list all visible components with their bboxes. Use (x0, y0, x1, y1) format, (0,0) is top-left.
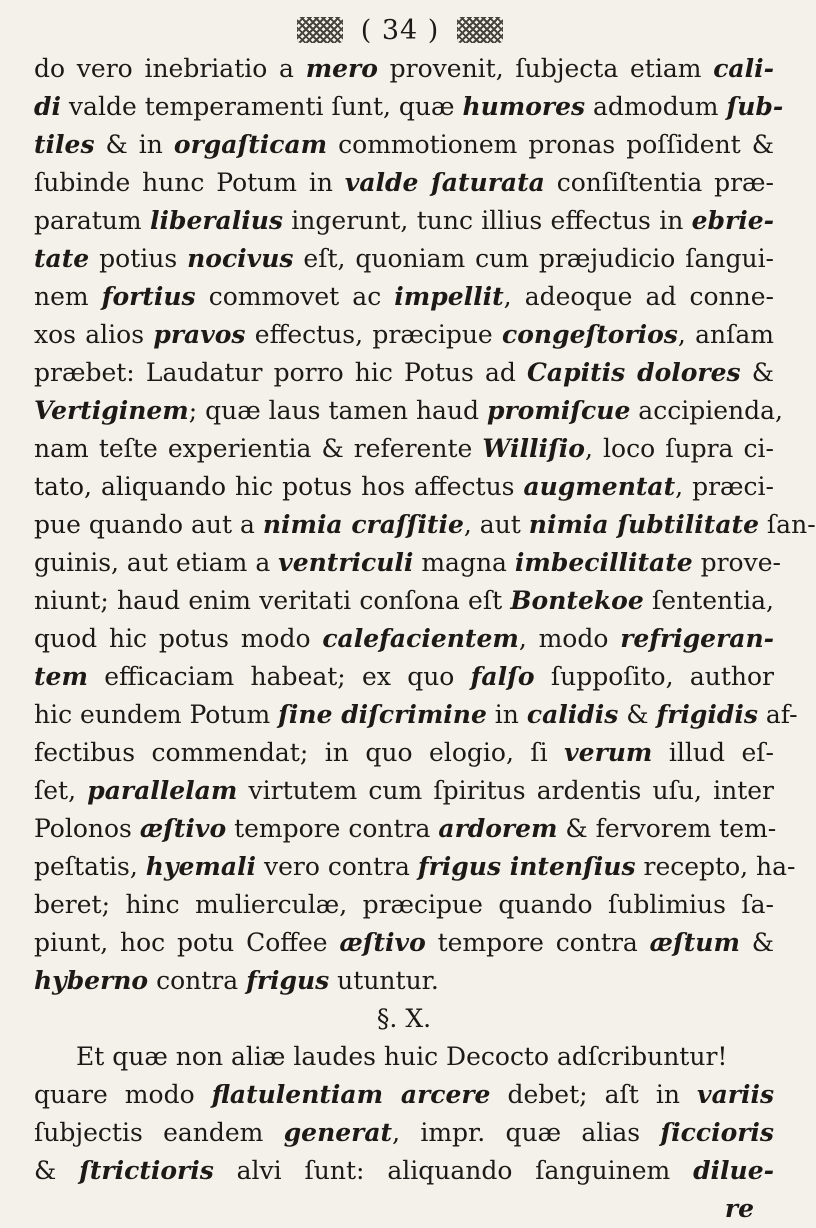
text-line (34, 240, 774, 278)
text-segment: Polonos (34, 814, 140, 843)
text-segment: guinis, aut etiam a (34, 548, 279, 577)
text-segment: recepto, ha- (635, 852, 796, 881)
text-segment: & (740, 358, 774, 387)
text-segment: quod hic potus modo (34, 624, 323, 653)
text-segment: utuntur. (329, 966, 439, 995)
text-segment: & in (94, 130, 174, 159)
text-segment: fectibus commendat; in quo elogio, ſi (34, 738, 565, 767)
text-segment: nam teſte experientia & referente (34, 434, 483, 463)
text-segment: , impr. quæ alias (392, 1118, 661, 1147)
text-segment: af- (757, 700, 798, 729)
text-segment: contra (148, 966, 247, 995)
text-segment: , adeoque ad conne- (503, 282, 774, 311)
text-segment: tempore contra (425, 928, 650, 957)
text-segment: , præci- (675, 472, 774, 501)
text-segment: niunt; haud enim veritati conſona eſt (34, 586, 511, 615)
text-line (34, 1000, 774, 1038)
italic-segment: hyberno (34, 966, 149, 995)
italic-segment: humores (462, 92, 586, 121)
text-line (34, 1038, 774, 1076)
italic-segment: nimia ſubtilitate (528, 510, 759, 539)
text-line (34, 1076, 774, 1114)
text-segment: & fervorem tem- (557, 814, 777, 843)
text-line (34, 658, 774, 696)
text-line (34, 354, 774, 392)
italic-segment: tiles (34, 130, 95, 159)
italic-segment: hyemali (145, 852, 257, 881)
text-line (34, 164, 774, 202)
text-line (34, 620, 774, 658)
italic-segment: flatulentiam arcere (211, 1080, 491, 1109)
right-ornament-icon (457, 17, 503, 43)
page-header (0, 8, 800, 52)
text-segment: do vero inebriatio a (34, 54, 306, 83)
text-line (34, 810, 777, 848)
text-segment: conſiſtentia præ- (544, 168, 775, 197)
text-segment: & (34, 1156, 80, 1185)
italic-segment: ſiccioris (660, 1118, 774, 1147)
text-segment: efficaciam habeat; ex quo (87, 662, 471, 691)
text-line (34, 1190, 774, 1228)
text-line (34, 848, 796, 886)
italic-segment: orgaſticam (173, 130, 328, 159)
italic-segment: ventriculi (278, 548, 414, 577)
italic-segment: verum (564, 738, 653, 767)
italic-segment: generat (283, 1118, 393, 1147)
text-segment: ; quæ laus tamen haud (188, 396, 488, 425)
italic-segment: valde ſaturata (344, 168, 545, 197)
text-segment: beret; hinc mulierculæ, præcipue quando ſublimius ſa- (34, 890, 774, 919)
text-segment: ſubinde hunc Potum in (34, 168, 345, 197)
italic-segment: falſo (470, 662, 535, 691)
italic-segment: fortius (101, 282, 196, 311)
italic-segment: frigidis (656, 700, 758, 729)
italic-segment: Vertiginem (34, 396, 189, 425)
text-segment: tempore contra (226, 814, 439, 843)
text-line (34, 734, 774, 772)
text-segment: illud eſ- (652, 738, 774, 767)
italic-segment: ebrie- (691, 206, 774, 235)
italic-segment: impellit (394, 282, 504, 311)
text-segment: tato, aliquando hic potus hos affectus (34, 472, 524, 501)
text-segment: provenit, ſubjecta etiam (377, 54, 714, 83)
italic-segment: calidis (526, 700, 619, 729)
text-line (34, 506, 816, 544)
text-line (34, 468, 774, 506)
italic-segment: tem (34, 662, 88, 691)
text-line (34, 696, 798, 734)
text-segment: effectus, præcipue (245, 320, 503, 349)
text-segment: pue quando aut a (34, 510, 263, 539)
italic-segment: frigus (246, 966, 330, 995)
text-line (34, 924, 774, 962)
body-text (34, 50, 816, 1228)
text-segment: eſt, quoniam cum præjudicio ſangui- (293, 244, 775, 273)
text-segment: ſubjectis eandem (34, 1118, 284, 1147)
italic-segment: congeſtorios (502, 320, 678, 349)
text-segment: accipienda, (630, 396, 783, 425)
text-line (34, 50, 774, 88)
italic-segment: pravos (153, 320, 246, 349)
text-segment: ſuppoſito, author (534, 662, 774, 691)
text-line (34, 1152, 774, 1190)
text-line (34, 886, 774, 924)
italic-segment: tate (34, 244, 90, 273)
italic-segment: nocivus (187, 244, 294, 273)
italic-segment: Capitis dolores (527, 358, 741, 387)
text-segment: & (618, 700, 657, 729)
text-segment: vero contra (256, 852, 418, 881)
page-number: ( 34 ) (360, 14, 440, 46)
italic-segment: frigus intenſius (417, 852, 636, 881)
text-segment: ingerunt, tunc illius effectus in (282, 206, 692, 235)
italic-segment: cali- (713, 54, 774, 83)
italic-segment: æſtivo (339, 928, 426, 957)
italic-segment: Bontekoe (510, 586, 644, 615)
text-segment: , anſam (677, 320, 775, 349)
text-segment: potius (89, 244, 188, 273)
text-segment: in (486, 700, 527, 729)
left-ornament-icon (297, 17, 343, 43)
italic-segment: re (724, 1194, 754, 1223)
italic-segment: æſtum (649, 928, 740, 957)
text-segment: commovet ac (195, 282, 395, 311)
text-line (34, 126, 774, 164)
text-segment: ſet, (34, 776, 88, 805)
italic-segment: di (34, 92, 61, 121)
text-line (34, 392, 783, 430)
text-segment: nem (34, 282, 102, 311)
italic-segment: ſub- (726, 92, 784, 121)
text-segment: alvi ſunt: aliquando ſanguinem (213, 1156, 694, 1185)
text-segment: præbet: Laudatur porro hic Potus ad (34, 358, 528, 387)
text-segment: §. X. (376, 1004, 432, 1033)
italic-segment: ardorem (438, 814, 558, 843)
italic-segment: variis (697, 1080, 775, 1109)
italic-segment: ſine diſcrimine (278, 700, 487, 729)
text-line (34, 278, 774, 316)
text-segment: , modo (518, 624, 621, 653)
text-line (34, 316, 774, 354)
text-segment: commotionem pronas poſſident & (327, 130, 774, 159)
italic-segment: parallelam (87, 776, 238, 805)
italic-segment: ſtrictioris (79, 1156, 214, 1185)
text-segment: valde temperamenti ſunt, quæ (60, 92, 463, 121)
text-segment: piunt, hoc potu Coffee (34, 928, 340, 957)
italic-segment: nimia craſſitie (262, 510, 464, 539)
italic-segment: imbecillitate (514, 548, 693, 577)
text-segment: prove- (692, 548, 781, 577)
italic-segment: augmentat (523, 472, 676, 501)
text-segment: xos alios (34, 320, 154, 349)
text-segment: debet; aſt in (490, 1080, 698, 1109)
text-segment: virtutem cum ſpiritus ardentis uſu, inter (237, 776, 774, 805)
text-segment: hic eundem Potum (34, 700, 279, 729)
italic-segment: liberalius (149, 206, 283, 235)
text-segment: ſententia, (643, 586, 775, 615)
text-segment: magna (413, 548, 515, 577)
text-segment: paratum (34, 206, 150, 235)
text-segment: peſtatis, (34, 852, 146, 881)
text-line (34, 772, 774, 810)
text-line (34, 430, 774, 468)
text-segment: ſan- (758, 510, 816, 539)
text-line (34, 88, 784, 126)
text-segment: quare modo (34, 1080, 212, 1109)
text-segment: Et quæ non aliæ laudes huic Decocto adſcribuntur! (76, 1042, 728, 1071)
text-line (34, 582, 774, 620)
italic-segment: dilue- (693, 1156, 775, 1185)
italic-segment: refrigeran- (620, 624, 774, 653)
italic-segment: mero (305, 54, 378, 83)
italic-segment: Williſio (482, 434, 585, 463)
text-segment: , aut (463, 510, 529, 539)
italic-segment: promiſcue (487, 396, 631, 425)
text-segment: admodum (585, 92, 727, 121)
italic-segment: calefacientem (322, 624, 519, 653)
text-line (34, 202, 774, 240)
text-segment: , loco ſupra ci- (584, 434, 774, 463)
italic-segment: æſtivo (139, 814, 227, 843)
text-line (34, 1114, 774, 1152)
text-line (34, 962, 774, 1000)
text-segment: & (739, 928, 774, 957)
text-line (34, 544, 781, 582)
